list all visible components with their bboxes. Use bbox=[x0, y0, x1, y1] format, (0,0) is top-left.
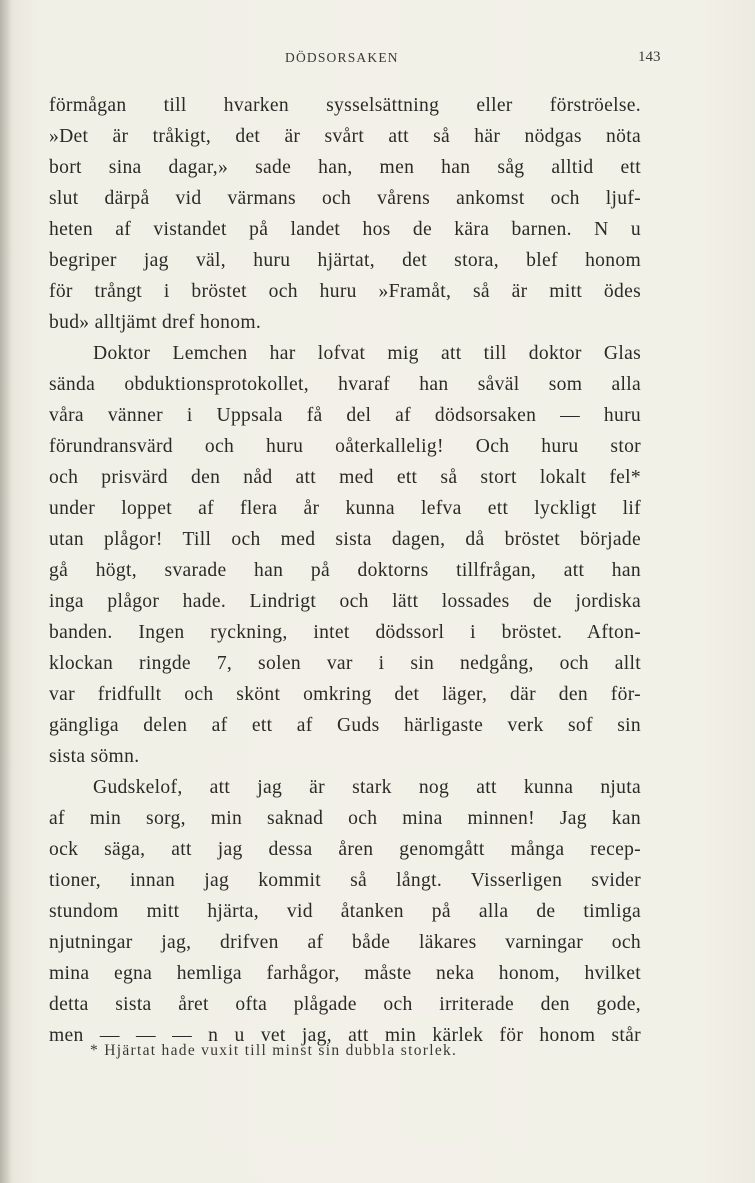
text-line: stundom mitt hjärta, vid åtanken på alla de timliga bbox=[49, 901, 641, 922]
text-line: förmågan till hvarken sysselsättning eller förströelse. bbox=[49, 95, 641, 116]
body-text bbox=[49, 90, 641, 1051]
text-line: inga plågor hade. Lindrigt och lätt lossades de jordiska bbox=[49, 591, 641, 612]
text-line: ock säga, att jag dessa åren genomgått många recep- bbox=[49, 839, 641, 860]
text-line: förundransvärd och huru oåterkallelig! Och huru stor bbox=[49, 436, 641, 457]
text-line: njutningar jag, drifven af både läkares varningar och bbox=[49, 932, 641, 953]
text-line: för trångt i bröstet och huru »Framåt, så är mitt ödes bbox=[49, 281, 641, 302]
text-line: banden. Ingen ryckning, intet dödssorl i bröstet. Afton- bbox=[49, 622, 641, 643]
text-line: men — — — n u vet jag, att min kärlek för honom står bbox=[49, 1025, 641, 1046]
running-head bbox=[0, 50, 755, 70]
text-line: sända obduktionsprotokollet, hvaraf han såväl som alla bbox=[49, 374, 641, 395]
text-line: Gudskelof, att jag är stark nog att kunna njuta bbox=[93, 777, 641, 798]
text-line: detta sista året ofta plågade och irriterade den gode, bbox=[49, 994, 641, 1015]
footnote: * Hjärtat hade vuxit till minst sin dubbla storlek. bbox=[90, 1042, 458, 1059]
text-line: tioner, innan jag kommit så långt. Visserligen svider bbox=[49, 870, 641, 891]
running-title: DÖDSORSAKEN bbox=[285, 50, 399, 65]
text-line: gå högt, svarade han på doktorns tillfrågan, att han bbox=[49, 560, 641, 581]
text-line: under loppet af flera år kunna lefva ett lyckligt lif bbox=[49, 498, 641, 519]
text-line: klockan ringde 7, solen var i sin nedgång, och allt bbox=[49, 653, 641, 674]
text-line: bort sina dagar,» sade han, men han såg alltid ett bbox=[49, 157, 641, 178]
text-line: sista sömn. bbox=[49, 746, 140, 767]
text-line: af min sorg, min saknad och mina minnen! Jag kan bbox=[49, 808, 641, 829]
text-line: mina egna hemliga farhågor, måste neka honom, hvilket bbox=[49, 963, 641, 984]
text-line: gängliga delen af ett af Guds härligaste verk sof sin bbox=[49, 715, 641, 736]
text-line: var fridfullt och skönt omkring det läger, där den för- bbox=[49, 684, 641, 705]
text-line: heten af vistandet på landet hos de kära barnen. N u bbox=[49, 219, 641, 240]
text-line: bud» alltjämt dref honom. bbox=[49, 312, 262, 333]
text-line: utan plågor! Till och med sista dagen, då bröstet började bbox=[49, 529, 641, 550]
text-line: slut därpå vid värmans och vårens ankomst och ljuf- bbox=[49, 188, 641, 209]
page-number: 143 bbox=[638, 49, 661, 65]
text-line: Doktor Lemchen har lofvat mig att till doktor Glas bbox=[93, 343, 641, 364]
text-line: »Det är tråkigt, det är svårt att så här nödgas nöta bbox=[49, 126, 641, 147]
text-line: och prisvärd den nåd att med ett så stort lokalt fel* bbox=[49, 467, 641, 488]
binding-shadow bbox=[0, 0, 12, 1183]
text-line: våra vänner i Uppsala få del af dödsorsaken — huru bbox=[49, 405, 641, 426]
text-line: begriper jag väl, huru hjärtat, det stora, blef honom bbox=[49, 250, 641, 271]
